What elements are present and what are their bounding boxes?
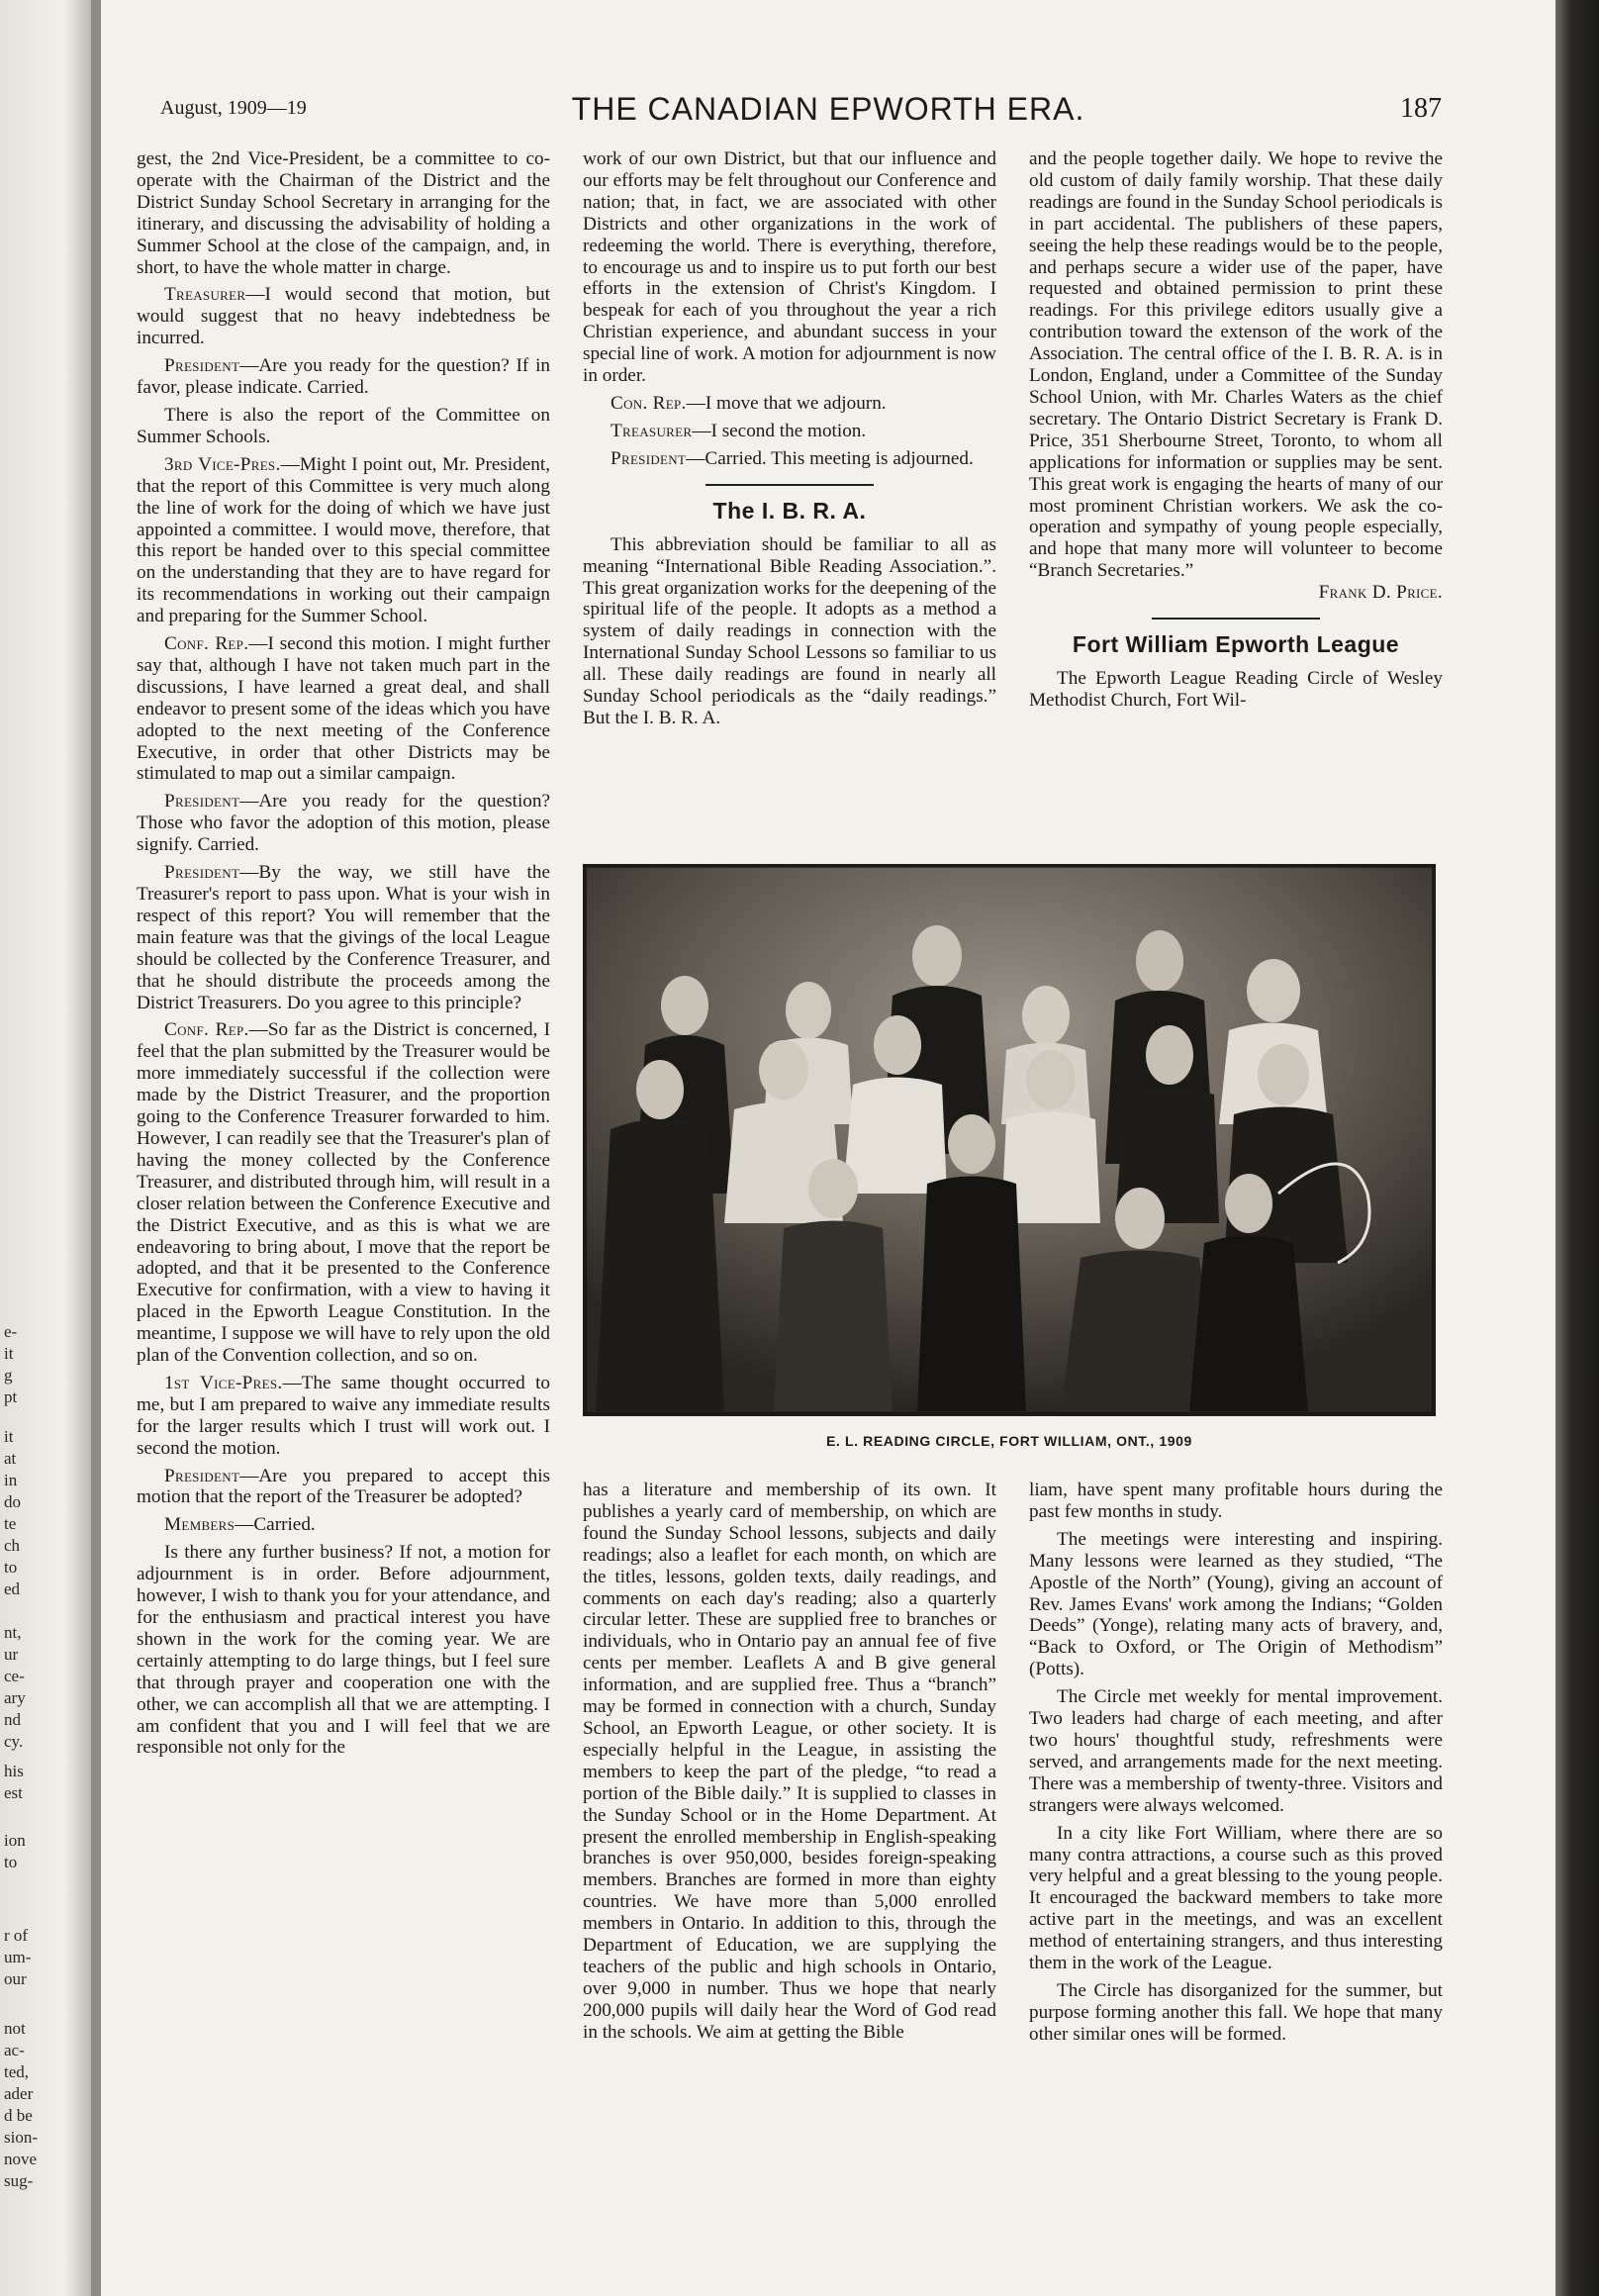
paragraph: Is there any further business? If not, a motion for adjournment is in order. Before adjournment, however, I wish to thank you for your attendance, and for the enthusiasm and practical interest you have shown in the work for the coming year. We are certainly attempting to do large things, but I feel sure that through prayer and cooperation one with the other, we can accomplish all that we are attempting. I am confident that you and I will feel that we are responsible not only for the [137,1542,550,1759]
speaker: Treasurer [611,420,693,441]
bleed-fragment: pt [4,1387,18,1406]
bleed-fragment: ed [4,1579,21,1598]
paragraph: and the people together daily. We hope to revive the old custom of daily family worship. That these daily readings are found in the Sunday School periodicals is in part accidental. The publishers of these papers, seeing the help these readings would be to the people, and perhaps secure a wider use of the paper, have requested and obtained permission to print these readings. For this privilege editors usually give a contribution toward the extenson of the work of the Association. The central office of the I. B. R. A. is in London, England, under a Committee of the Sunday School Union, with Mr. Charles Waters as the chief secretary. The Ontario District Secretary is Frank D. Price, 351 Sherbourne Street, Toronto, to whom all applications for information or supplies may be sent. This great work is engaging the hearts of many of our most prominent Christian workers. We ask the co-operation and sympathy of young people especially, and hope that many more will volunteer to become “Branch Secretaries.” [1029,148,1443,582]
speech: —Are you ready for the question? If in favor, please indicate. Carried. [137,355,550,399]
paragraph [583,393,996,415]
bleed-fragment: sion- [4,2128,38,2147]
bleed-fragment: ur [4,1645,19,1664]
speaker: President [164,1465,240,1486]
paragraph [137,791,550,856]
bleed-fragment: at [4,1449,17,1468]
bleed-fragment: um- [4,1948,32,1966]
group-photograph [583,864,1436,1416]
speaker: President [164,355,240,377]
section-divider [1152,618,1320,620]
paragraph: This abbreviation should be familiar to all as meaning “International Bible Reading Association.”. This great organization works for the deepening of the spiritual life of the people. It adopts as a method a system of daily readings in connection with the International Sunday School Lessons so familiar to us all. These daily readings are found in nearly all Sunday School periodicals as the “daily readings.” But the I. B. R. A. [583,533,996,728]
paragraph: gest, the 2nd Vice-President, be a committee to co-operate with the Chairman of the District and the District Sunday School Secretary in arranging for the itinerary, and discussing the advisability of holding a Summer School at the close of the campaign, and, in short, to have the whole matter in charge. [137,148,550,278]
paragraph [137,1514,550,1536]
column-3-top [1029,148,1443,718]
paragraph: has a literature and membership of its own. It publishes a yearly card of membership, on which are found the Sunday School lessons, subjects and daily readings; also a leaflet for each month, on which are the titles, lessons, golden texts, daily readings, and comments on each day's reading; also a quarterly circular letter. These are supplied free to branches or individuals, who in Ontario pay an annual fee of five cents per member. Leaflets A and B give general information, and are supplied free. Thus a “branch” may be formed in connection with a church, Sunday School, an Epworth League, or other society. It is especially helpful in the League, in assisting the members to keep the part of the pledge, “to read a portion of the Bible daily.” It is supplied to classes in the Sunday School or in the Home Department. At present the enrolled membership in English-speaking branches is over 950,000, besides foreign-speaking members. Branches are formed in more than eighty countries. We have more than 5,000 enrolled members in Ontario. In addition to this, through the Department of Education, we are supplying the teachers of the public and high schools in Ontario, over 9,000 in number. Thus we hope that nearly 200,000 pupils will daily hear the Word of God read in the schools. We aim at getting the Bible [583,1480,996,2043]
speaker: Conf. Rep. [164,1019,249,1041]
gutter-shadow [91,0,101,2296]
speech: —I move that we adjourn. [686,392,887,414]
bleed-fragment: it [4,1427,14,1446]
speech: —I would second that motion, but would suggest that no heavy indebtedness be incurred. [137,284,550,349]
speaker: Conf. Rep. [164,633,249,655]
column-1 [137,148,550,1765]
section-heading-fort-william: Fort William Epworth League [1072,631,1400,658]
paragraph: liam, have spent many profitable hours during the past few months in study. [1029,1480,1443,1522]
bleed-fragment: our [4,1969,27,1988]
column-2-top [583,148,996,735]
paragraph [583,421,996,442]
signature: Frank D. Price. [1318,582,1443,604]
paragraph [137,1466,550,1509]
paragraph [137,1373,550,1460]
bleed-fragment: d be [4,2106,33,2125]
section-heading-ibra: The I. B. R. A. [712,497,867,524]
issue-date: August, 1909—19 [160,97,307,119]
paragraph [137,284,550,349]
speech: —Carried. This meeting is adjourned. [686,447,974,469]
bleed-fragment: te [4,1514,17,1533]
speaker: President [164,862,240,884]
bleed-fragment: to [4,1853,18,1871]
group-photo-image [586,867,1433,1413]
speaker: 1st Vice-Pres. [164,1372,283,1393]
bleed-fragment: ader [4,2084,34,2103]
bleed-fragment: to [4,1558,18,1577]
speaker: President [611,447,687,469]
speaker: 3rd Vice-Pres. [164,453,281,475]
paragraph: The meetings were interesting and inspiring. Many lessons were learned as they studied, “The Apostle of the North” (Young), giving an account of Rev. James Evans' work among the Indians; “Golden Deeds” (Yonge), relating many acts of bravery, and, “Back to Oxford, or The Origin of Methodism” (Potts). [1029,1528,1443,1680]
paragraph: In a city like Fort William, where there are so many contra attractions, a course such as this proved very helpful and a great blessing to the young people. It encouraged the backward members to take more active part in the meetings, and was an excellent method of entertaining strangers, and thus interesting them in the work of the League. [1029,1822,1443,1974]
speaker: Members [164,1514,235,1536]
bleed-fragment: in [4,1471,18,1489]
bleed-fragment: ac- [4,2041,25,2059]
bleed-fragment: ion [4,1831,26,1850]
bleed-fragment: nd [4,1710,21,1729]
book-spine [1555,0,1599,2296]
speech: —Are you prepared to accept this motion that the report of the Treasurer be adopted? [137,1465,550,1508]
paragraph: There is also the report of the Committee on Summer Schools. [137,404,550,447]
section-divider [705,484,874,486]
paragraph [583,448,996,470]
speaker: Con. Rep. [611,392,687,414]
speech: —I second this motion. I might further say that, although I have not taken much part in the discussions, I have learned a great deal, and shall endeavor to present some of the ideas which you have adopted to the next meeting of the Conference Executive, in order that other Districts may be stimulated to map out a similar campaign. [137,633,550,785]
magazine-page [101,0,1555,2296]
bleed-fragment: it [4,1344,14,1363]
paragraph [137,1019,550,1367]
bleed-fragment: cy. [4,1732,24,1751]
bleed-fragment: e- [4,1322,18,1341]
paragraph [137,862,550,1013]
bleed-fragment: nove [4,2150,38,2168]
speech: —Might I point out, Mr. President, that the report of this Committee is very much along the line of work for the doing of which we have just appointed a committee. I would move, therefore, that this report be handed over to this special committee on the understanding that they are to have regard for its recommendations in working out their campaign and preparing for the Summer School. [137,453,550,627]
bleed-fragment: not [4,2019,26,2038]
page-number: 187 [1400,93,1442,124]
bleed-fragment: do [4,1492,21,1511]
bleed-fragment: his [4,1762,24,1780]
speech: —So far as the District is concerned, I feel that the plan submitted by the Treasurer would be more immediately successful if the collection were made by the District Treasurer, and the proportion going to the Conference Treasurer forwarded to him. However, I can readily see that the Treasurer's plan of having the money collected by the Conference Treasurer, and distributed through him, will result in a closer relation between the Conference Executive and the District Executive, and as this is what we are endeavoring to bring about, I move that the report be adopted, and that it be presented to the Conference Executive for confirmation, with a view to having it placed in the Epworth League Constitution. In the meantime, I suppose we will have to rely upon the old plan of the Convention collection, and so on. [137,1019,550,1367]
column-3-bottom [1029,1480,1443,2052]
bleed-fragment: ce- [4,1667,25,1685]
paragraph: The Epworth League Reading Circle of Wesley Methodist Church, Fort Wil- [1029,668,1443,711]
paragraph [137,454,550,627]
speaker: President [164,791,240,813]
bleed-fragment: r of [4,1926,29,1945]
paragraph [137,633,550,785]
magazine-title: THE CANADIAN EPWORTH ERA. [571,91,1085,127]
speech: —The same thought occurred to me, but I am prepared to waive any immediate results for the larger results which I trust will work out. I second the motion. [137,1372,550,1459]
column-2-bottom [583,1480,996,2050]
speech: —Carried. [235,1514,316,1536]
bleed-fragment: ch [4,1536,21,1555]
bleed-fragment: est [4,1783,23,1802]
bleed-fragment: g [4,1366,13,1385]
photo-caption: E. L. READING CIRCLE, FORT WILLIAM, ONT., 1909 [826,1433,1192,1449]
bleed-fragment: sug- [4,2171,34,2190]
paragraph [137,355,550,399]
speaker: Treasurer [164,284,246,306]
bleed-fragment: ted, [4,2062,30,2081]
bleed-fragment: ary [4,1688,26,1707]
adjacent-page-edge [0,0,91,2296]
speech: —Are you ready for the question? Those who favor the adoption of this motion, please signify. Carried. [137,791,550,856]
speech: —By the way, we still have the Treasurer's report to pass upon. What is your wish in respect of this report? You will remember that the main feature was that the givings of the local League should be collected by the Conference Treasurer, and that he should distribute the proceeds among the District Treasurers. Do you agree to this principle? [137,862,550,1013]
paragraph: The Circle has disorganized for the summer, but purpose forming another this fall. We hope that many other similar ones will be formed. [1029,1979,1443,2045]
speech: —I second the motion. [692,420,867,441]
paragraph: The Circle met weekly for mental improvement. Two leaders had charge of each meeting, and after two hours' thoughtful study, refreshments were served, and arrangements made for the next meeting. There was a membership of twenty-three. Visitors and strangers were always welcomed. [1029,1686,1443,1816]
paragraph: work of our own District, but that our influence and our efforts may be felt throughout our Conference and nation; that, in fact, we are associated with other Districts and other organizations in the work of redeeming the world. There is everything, therefore, to encourage us and to inspire us to put forth our best efforts in the extension of Christ's Kingdom. I bespeak for each of you throughout the year a rich Christian experience, and abundant success in your special line of work. A motion for adjournment is now in order. [583,148,996,387]
bleed-fragment: nt, [4,1623,22,1642]
